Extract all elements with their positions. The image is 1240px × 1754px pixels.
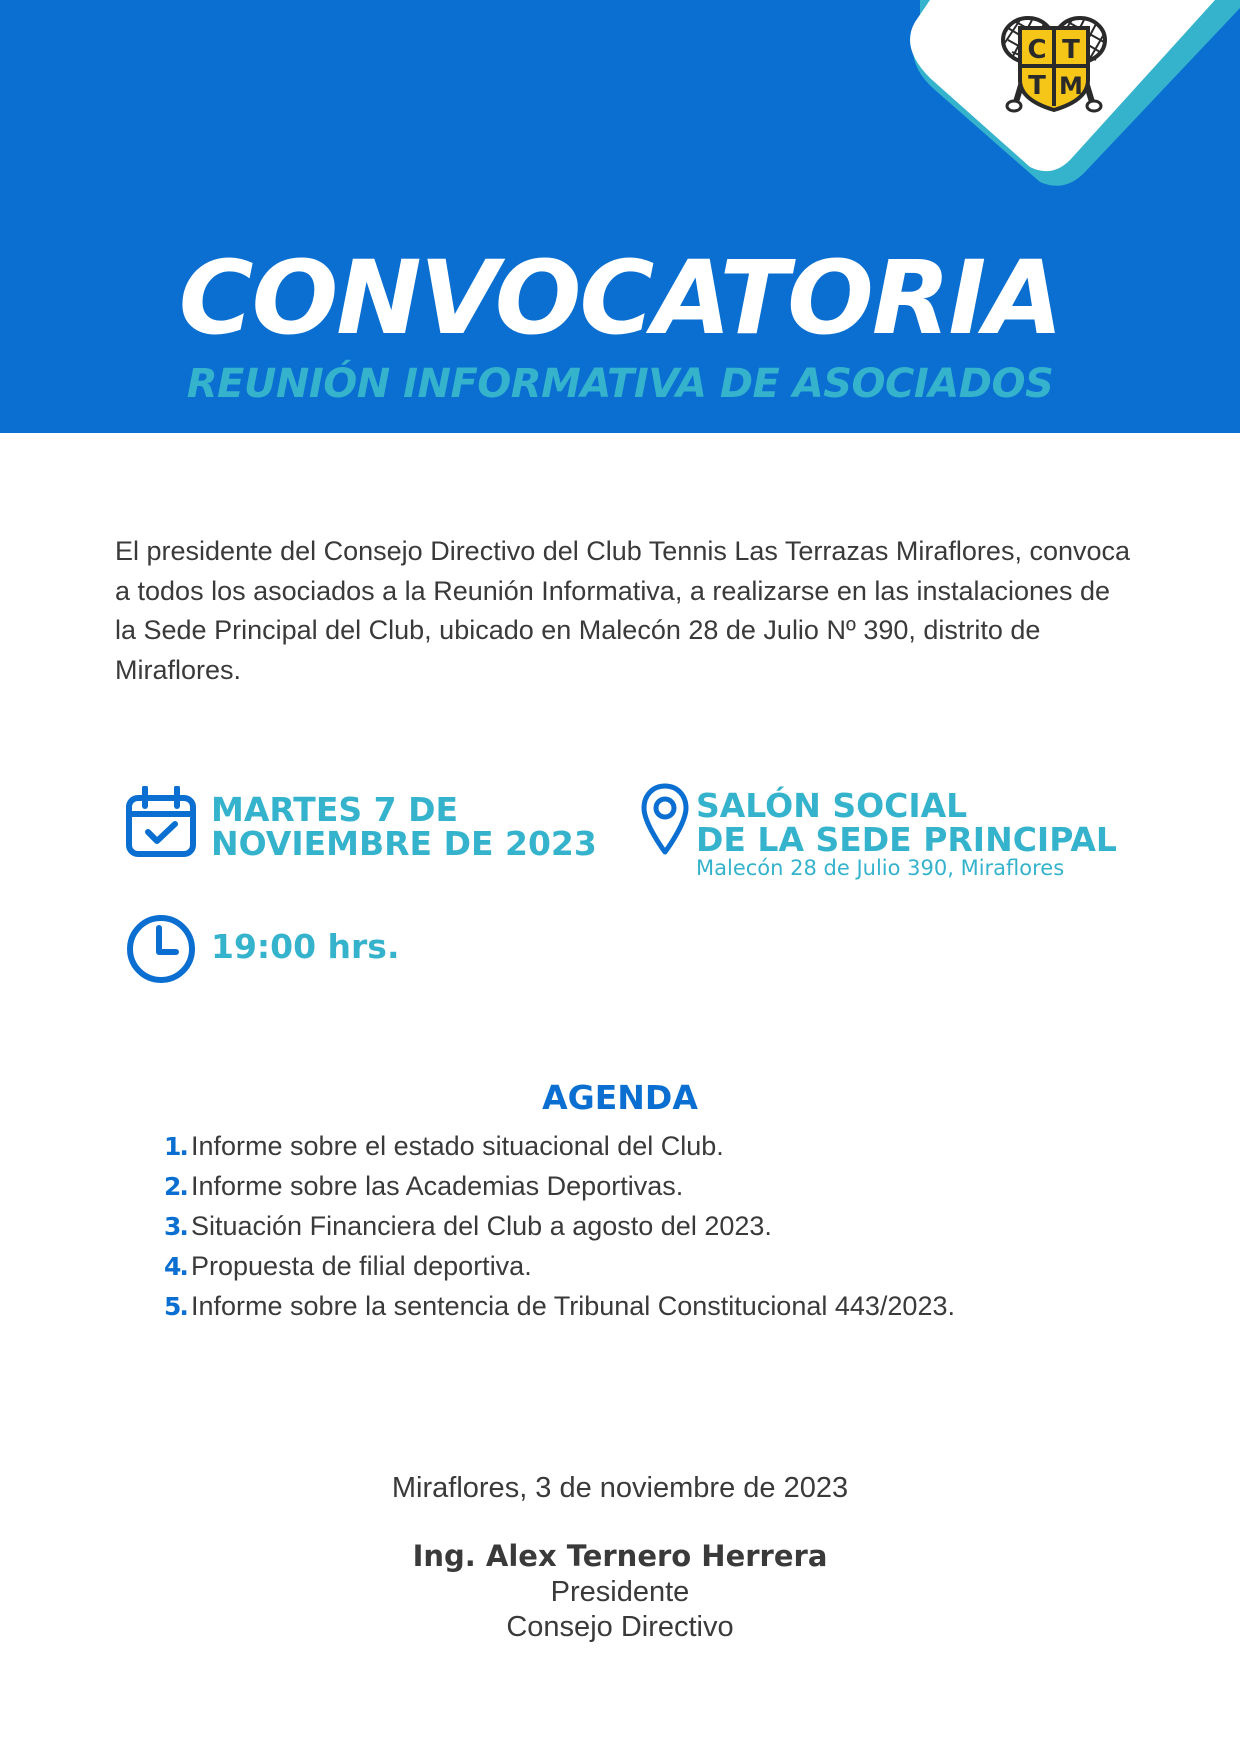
agenda-item: [164, 1291, 955, 1331]
agenda-item-text: Propuesta de filial deportiva.: [191, 1251, 532, 1281]
agenda-item: [164, 1131, 955, 1171]
agenda-item: [164, 1211, 955, 1251]
agenda-item-number: 2.: [164, 1172, 187, 1201]
event-venue-address: Malecón 28 de Julio 390, Miraflores: [696, 856, 1065, 880]
signer-body: Consejo Directivo: [506, 1611, 734, 1643]
signature-place-date: Miraflores, 3 de noviembre de 2023: [391, 1472, 849, 1504]
agenda-item: [164, 1171, 955, 1211]
page-subtitle: REUNIÓN INFORMATIVA DE ASOCIADOS: [186, 361, 1054, 407]
calendar-check-icon: [125, 786, 197, 858]
agenda-item: [164, 1251, 955, 1291]
map-pin-icon: [640, 782, 690, 858]
agenda-item-text: Situación Financiera del Club a agosto del 2023.: [191, 1211, 772, 1241]
agenda-item-number: 3.: [164, 1212, 187, 1241]
event-venue-line1: SALÓN SOCIAL: [696, 786, 968, 825]
agenda-item-text: Informe sobre el estado situacional del Club.: [191, 1131, 724, 1161]
agenda-item-text: Informe sobre las Academias Deportivas.: [191, 1171, 684, 1201]
clock-icon: [126, 914, 196, 984]
event-venue: [696, 786, 1117, 859]
agenda-item-number: 1.: [164, 1132, 187, 1161]
signer-name: Ing. Alex Ternero Herrera: [412, 1539, 828, 1573]
event-time: 19:00 hrs.: [211, 927, 400, 966]
agenda-item-number: 4.: [164, 1252, 187, 1281]
header-banner: [0, 0, 1240, 433]
intro-paragraph: El presidente del Consejo Directivo del Club Tennis Las Terrazas Miraflores, convoca a todos los asociados a la Reunión Informativa, a realizarse en las instalaciones de la Sede Principal del Club, ubicado en Malecón 28 de Julio Nº 390, distrito de Miraflores.: [115, 536, 1131, 685]
page-title: CONVOCATORIA: [178, 239, 1062, 358]
agenda-title: AGENDA: [542, 1078, 698, 1117]
logo-letter-4: M: [1059, 72, 1083, 100]
agenda-item-text: Informe sobre la sentencia de Tribunal Constitucional 443/2023.: [191, 1291, 955, 1321]
club-logo: [998, 14, 1110, 116]
event-venue-line2: DE LA SEDE PRINCIPAL: [696, 820, 1117, 859]
agenda-list: [164, 1131, 955, 1331]
signer-role: Presidente: [550, 1576, 690, 1608]
logo-letter-1: C: [1027, 35, 1047, 65]
logo-letter-3: T: [1028, 71, 1046, 101]
event-date: [211, 790, 597, 863]
agenda-item-number: 5.: [164, 1292, 187, 1321]
event-date-line1: MARTES 7 DE: [211, 790, 459, 829]
logo-letter-2: T: [1062, 35, 1080, 65]
event-date-line2: NOVIEMBRE DE 2023: [211, 824, 597, 863]
